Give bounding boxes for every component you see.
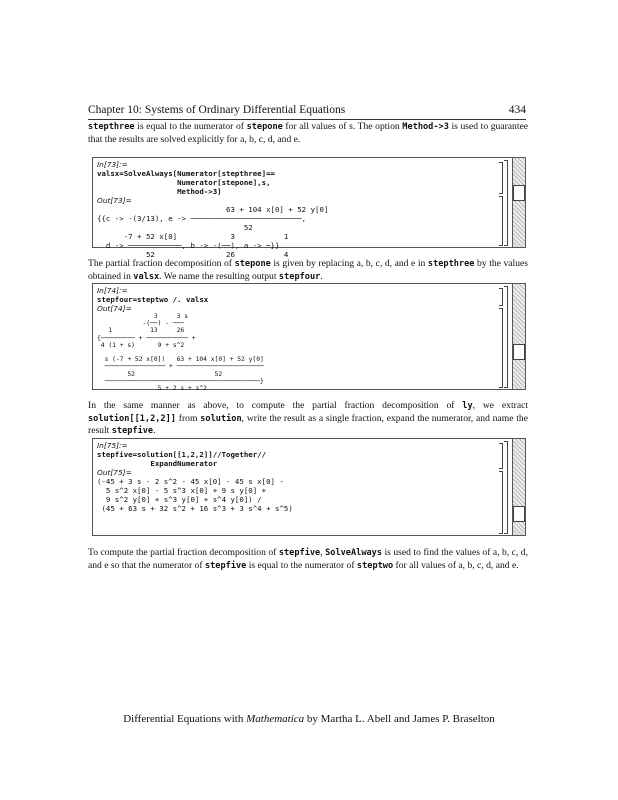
in-label: In[75]:= [97,441,128,450]
footer-suffix: by Martha L. Abell and James P. Braselton [304,713,495,725]
paragraph-text: . We name the resulting output [159,270,279,282]
page-number: 434 [508,104,526,116]
scrollbar[interactable] [512,439,525,535]
paragraph-text: for all values of a, b, c, d, and e. [393,559,519,571]
cell-bracket[interactable] [499,288,503,306]
paragraph-text: by the values obtained in [88,258,528,282]
in-label: In[73]:= [97,160,128,169]
inline-code: steptwo [356,560,394,571]
inline-code: SolveAlways [325,548,383,558]
output-expression: 3 3 s -(──) - ─── 1 13 26 {───────── + ─────────── + 4 (1 + s) 9 + s^2 s (-7 + 52 x[0]) 63 + 104 x[0] + 52 y[0] ──────────────── + ─────────────────────── 52 52 ─────────────────────────────────────────} 5 + 2 s + s^2 [97,313,264,393]
group-bracket[interactable] [504,160,508,246]
paragraph-3 [88,400,528,438]
paragraph-text: for all values of s. The option [282,121,403,132]
inline-code: stepone [234,259,271,269]
notebook-cell-74[interactable] [92,283,526,393]
input-code[interactable]: stepfour=steptwo /. valsx [97,295,209,304]
paragraph-text: . [320,270,323,282]
group-bracket[interactable] [504,286,508,388]
cell-bracket[interactable] [499,196,503,246]
paragraph-text: . [153,425,156,437]
scroll-thumb[interactable] [513,344,525,360]
group-bracket[interactable] [504,441,508,534]
in-label: In[74]:= [97,286,128,295]
cell-bracket[interactable] [499,162,503,194]
footer-prefix: Differential Equations with [123,713,247,725]
paragraph-text: is used to find the values of a, b, c, d, and e so that the numerator of [88,547,528,571]
output-expression: 63 + 104 x[0] + 52 y[0] {{c -> -(3/13), e -> ─────────────────────────, 52 -7 + 52 x[0] 3 1 d -> ────────────, b -> -(──), a -> ─}} 52 26 4 [97,205,329,259]
scrollbar[interactable] [512,284,525,389]
paragraph-text: In the same manner as above, to compute the partial fraction decomposition of [88,400,463,411]
footer-italic: Mathematica [246,713,305,725]
paragraph-1 [88,121,528,145]
paragraph-text: To compute the partial fraction decomposition of [88,547,279,558]
input-code[interactable]: valsx=SolveAlways[Numerator[stepthree]== Numerator[stepone],s, Method->3] [97,169,275,196]
out-label: Out[74]= [97,304,132,313]
paragraph-4 [88,547,528,572]
cell-bracket[interactable] [499,443,503,469]
scroll-thumb[interactable] [513,506,525,522]
paragraph-text: is used to guarantee that the results are solved explicitly for a, b, c, d, and e. [88,121,529,145]
chapter-title: Chapter 10: Systems of Ordinary Differential Equations [88,104,346,116]
scrollbar[interactable] [512,158,525,247]
paragraph-text: from [175,412,201,424]
paragraph-2 [88,258,528,283]
page-footer [0,713,618,725]
inline-code: solution [200,413,242,424]
out-label: Out[73]= [97,196,132,205]
paragraph-text: , [320,547,326,558]
scroll-thumb[interactable] [513,185,525,201]
inline-code: stepthree [427,259,475,269]
paragraph-text: is given by replacing a, b, c, d, and e in [270,258,428,269]
out-label: Out[75]= [97,468,132,477]
paragraph-text: The partial fraction decomposition of [88,258,235,269]
notebook-cell-75[interactable] [92,438,526,536]
header-rule [88,119,526,120]
inline-code: Method->3 [402,122,449,132]
input-code[interactable]: stepfive=solution[[1,2,2]]//Together// ExpandNumerator [97,450,267,468]
paragraph-text: is equal to the numerator of [246,559,357,571]
paragraph-text: , we extract [472,400,528,411]
inline-code: stepone [246,122,283,132]
notebook-cell-73[interactable] [92,157,526,259]
inline-code: stepfive [204,560,247,571]
paragraph-text: , write the result as a single fraction, expand the numerator, and name the result [88,412,528,437]
inline-code: ly [462,401,473,411]
inline-code: stepthree [88,122,135,132]
running-header [88,104,526,116]
cell-bracket[interactable] [499,308,503,388]
inline-code: valsx [133,271,160,282]
cell-bracket[interactable] [499,471,503,534]
inline-code: solution[[1,2,2]] [88,413,176,424]
paragraph-text: is equal to the numerator of [134,121,247,132]
inline-code: stepfive [111,426,154,437]
inline-code: stepfour [278,271,321,282]
output-expression: (-45 + 3 s - 2 s^2 - 45 x[0] - 45 s x[0] - 5 s^2 x[0] - 5 s^3 x[0] + 9 s y[0] + 9 s^2 y[0] + s^3 y[0] + s^4 y[0]) / (45 + 63 s + 32 s^2 + 16 s^3 + 3 s^4 + s^5) [97,477,293,513]
inline-code: stepfive [278,548,321,558]
